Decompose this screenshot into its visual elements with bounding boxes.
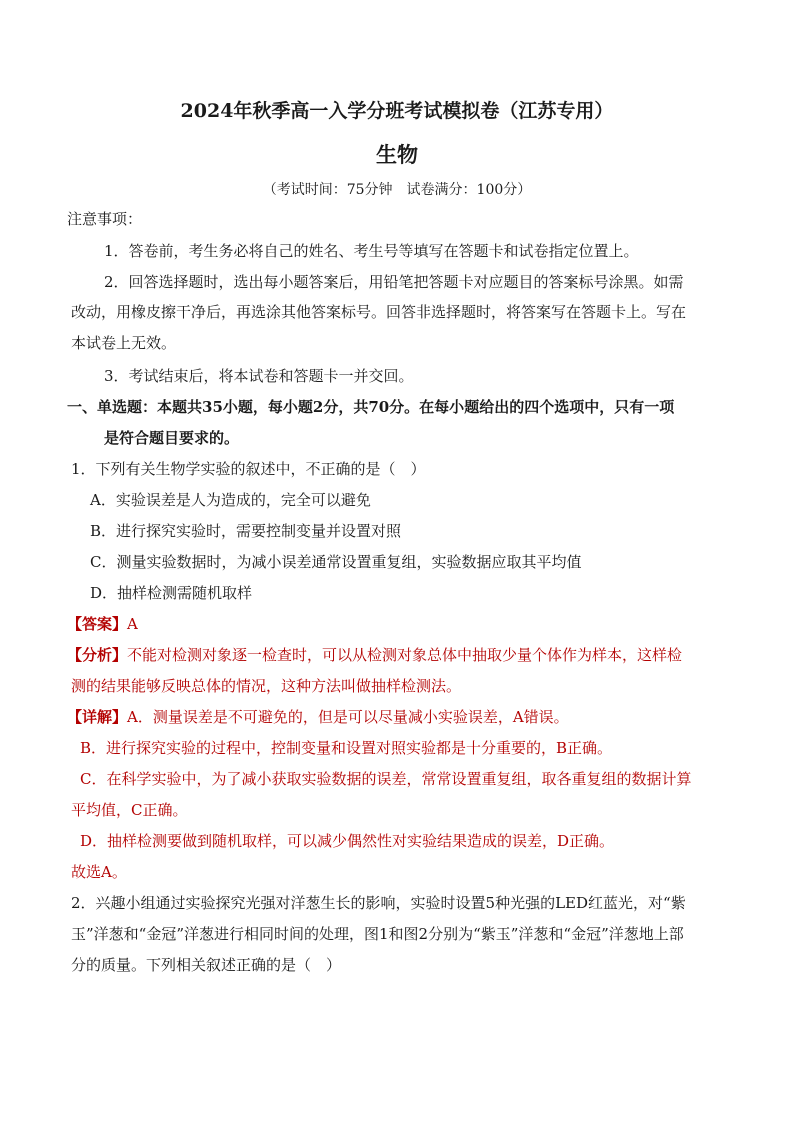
analysis-line-2: 测的结果能够反映总体的情况，这种方法叫做抽样检测法。 [71, 677, 462, 695]
question-1-option-a: A．实验误差是人为造成的，完全可以避免 [90, 491, 371, 509]
detail-line-d: D．抽样检测要做到随机取样，可以减少偶然性对实验结果造成的误差，D正确。 [80, 832, 615, 850]
detail-line-b: B．进行探究实验的过程中，控制变量和设置对照实验都是十分重要的，B正确。 [80, 739, 613, 757]
question-2-stem-line-2: 玉”洋葱和“金冠”洋葱进行相同时间的处理，图1和图2分别为“紫玉”洋葱和“金冠”洋葱地上部 [71, 925, 684, 943]
analysis-text-1: 不能对检测对象逐一检查时，可以从检测对象总体中抽取少量个体作为样本，这样检 [127, 646, 683, 664]
notes-item-2-line-1: 2．回答选择题时，选出每小题答案后，用铅笔把答题卡对应题目的答案标号涂黑。如需 [104, 273, 684, 291]
detail-tag: 【详解】 [67, 708, 128, 726]
detail-line-c-2: 平均值，C正确。 [71, 801, 188, 819]
exam-info: （考试时间：75分钟 试卷满分：100分） [262, 182, 532, 198]
detail-line-a [67, 707, 569, 727]
analysis-line-1 [67, 645, 682, 665]
detail-line-c-1: C．在科学实验中，为了减小获取实验数据的误差，常常设置重复组，取各重复组的数据计算 [80, 770, 692, 788]
notes-heading: 注意事项： [67, 210, 143, 228]
exam-subject: 生物 [376, 142, 418, 167]
notes-item-3: 3．考试结束后，将本试卷和答题卡一并交回。 [104, 367, 414, 385]
answer-tag: 【答案】 [67, 615, 128, 633]
question-1-option-c: C．测量实验数据时，为减小误差通常设置重复组，实验数据应取其平均值 [90, 553, 582, 571]
exam-title: 2024年秋季高一入学分班考试模拟卷（江苏专用） [180, 100, 614, 122]
section-heading-line-1: 一、单选题：本题共35小题，每小题2分，共70分。在每小题给出的四个选项中，只有一项 [67, 398, 675, 416]
question-2-stem-line-1: 2．兴趣小组通过实验探究光强对洋葱生长的影响，实验时设置5种光强的LED红蓝光，对“紫 [71, 894, 686, 912]
answer-value: A [127, 615, 138, 633]
section-heading-line-2: 是符合题目要求的。 [104, 429, 240, 447]
question-1-option-b: B．进行探究实验时，需要控制变量并设置对照 [90, 522, 402, 540]
question-2-stem-line-3: 分的质量。下列相关叙述正确的是（ ） [71, 956, 342, 974]
question-1-option-d: D．抽样检测需随机取样 [90, 584, 253, 602]
notes-item-2-line-2: 改动，用橡皮擦干净后，再选涂其他答案标号。回答非选择题时，将答案写在答题卡上。写在 [71, 303, 687, 321]
answer-line [67, 614, 138, 634]
question-1-stem: 1．下列有关生物学实验的叙述中，不正确的是（ ） [71, 460, 426, 478]
answer-choice: 故选A。 [71, 863, 127, 881]
analysis-tag: 【分析】 [67, 646, 128, 664]
detail-text-a: A．测量误差是不可避免的，但是可以尽量减小实验误差，A错误。 [127, 708, 569, 726]
notes-item-1: 1．答卷前，考生务必将自己的姓名、考生号等填写在答题卡和试卷指定位置上。 [104, 242, 639, 260]
notes-item-2-line-3: 本试卷上无效。 [71, 334, 177, 352]
